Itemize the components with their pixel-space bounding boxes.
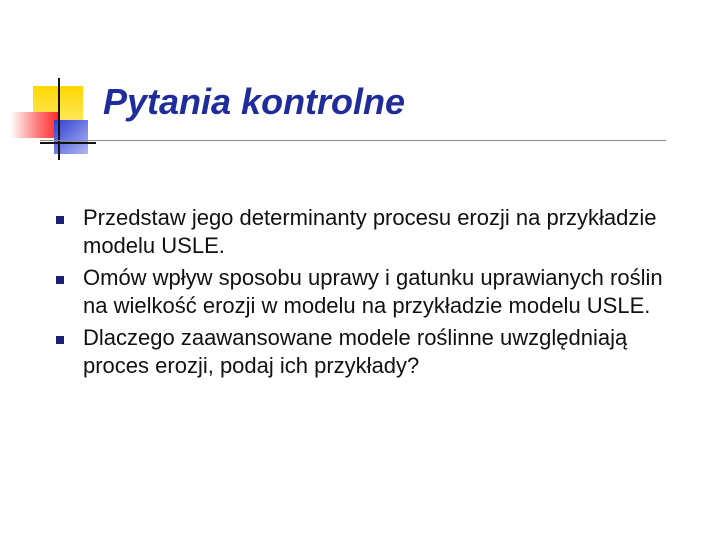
title-divider [40,140,666,141]
square-bullet-icon [56,276,64,284]
bullet-text: Omów wpływ sposobu uprawy i gatunku uprawianych roślin na wielkość erozji w modelu na przykładzie modelu USLE. [83,265,663,318]
red-bar-icon [10,112,58,138]
bullet-text: Dlaczego zaawansowane modele roślinne uwzględniają proces erozji, podaj ich przykłady? [83,325,628,378]
slide-title: Pytania kontrolne [103,81,406,122]
deco-horizontal-line [40,142,96,144]
square-bullet-icon [56,336,64,344]
deco-vertical-line [58,78,60,160]
template-logo-icon [0,0,110,170]
bullet-item [56,264,680,320]
bullet-list [56,204,680,384]
bullet-item [56,324,680,380]
bullet-item [56,204,680,260]
bullet-text: Przedstaw jego determinanty procesu erozji na przykładzie modelu USLE. [83,205,657,258]
square-bullet-icon [56,216,64,224]
